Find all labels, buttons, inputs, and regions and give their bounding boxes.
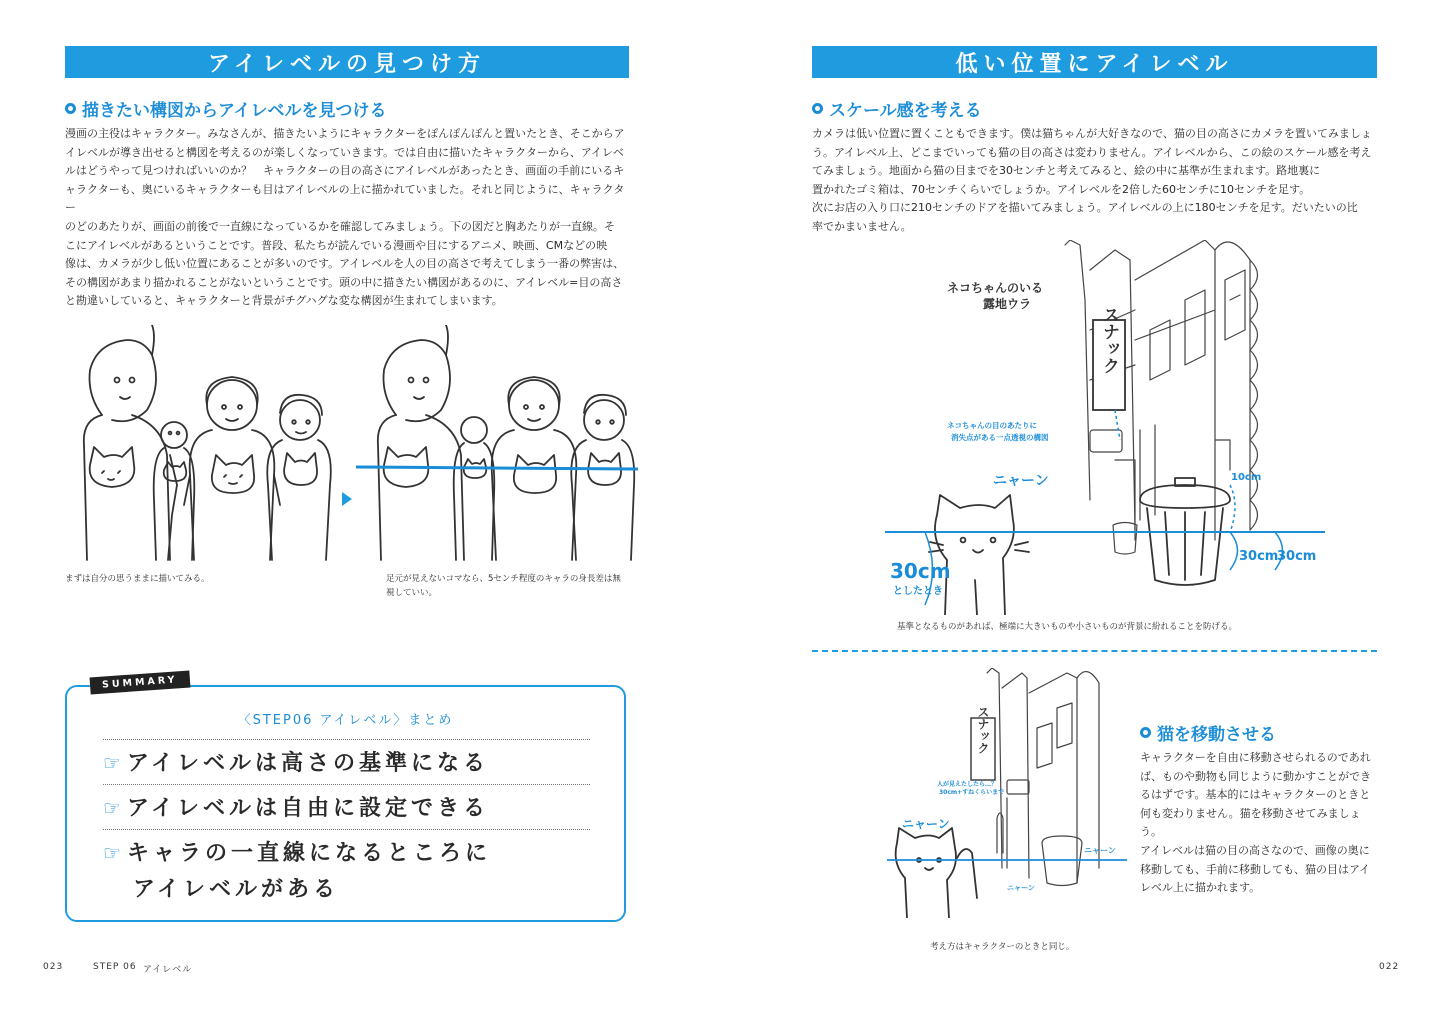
summary-item-text: アイレベルは高さの基準になる bbox=[126, 751, 489, 776]
right-section-title: スケール感を考える bbox=[829, 101, 982, 121]
caption-same: 考え方はキャラクターのときと同じ。 bbox=[930, 942, 1075, 952]
label-30cm-a: 30cm bbox=[1239, 549, 1279, 564]
alley-title-line1: ネコちゃんのいる bbox=[946, 281, 1044, 295]
left-section-heading bbox=[65, 96, 386, 121]
body-line: 何も変わりません。猫を移動させてみましょう。 bbox=[1140, 806, 1361, 839]
summary-subtitle: 〈STEP06 アイレベル〉まとめ bbox=[237, 713, 454, 728]
body-line: う。アイレベル上、どこまでいっても猫の目の高さは変わりません。アイレベルから、この絵のスケール感を考え bbox=[812, 145, 1372, 159]
alley-cat-illustration bbox=[885, 240, 1325, 615]
body-line: 置かれたゴミ箱は、70センチくらいでしょうか。アイレベルを2倍した60センチに10センチを足す。 bbox=[812, 182, 1311, 196]
label-toshitatoki: としたとき bbox=[893, 586, 943, 597]
body-line: ば、ものや動物も同じように動かすことができ bbox=[1140, 769, 1371, 783]
meow-text: ニャーン bbox=[993, 473, 1049, 489]
summary-item bbox=[103, 835, 590, 872]
arrow-right-icon bbox=[340, 490, 354, 508]
summary-tag: SUMMARY bbox=[90, 671, 190, 695]
body-line: キャラクターを自由に移動させられるのであれ bbox=[1140, 751, 1371, 764]
summary-item bbox=[103, 745, 590, 782]
caption-line: 足元が見えないコマなら、5センチ程度のキャラの身長差は無 bbox=[386, 574, 621, 584]
dashed-separator bbox=[812, 650, 1377, 652]
snack-sign-text: スナック bbox=[1099, 306, 1119, 374]
pointing-hand-icon: ☞ bbox=[103, 796, 121, 820]
characters-illustration-after bbox=[356, 325, 638, 565]
meow-tiny: ニャーン bbox=[1007, 884, 1035, 892]
meow-mid: ニャーン bbox=[1084, 846, 1116, 855]
caption-line: 視していい。 bbox=[386, 588, 438, 598]
summary-item-text: キャラの一直線になるところに bbox=[126, 841, 491, 866]
summary-divider bbox=[103, 739, 590, 740]
right-section2-heading bbox=[1140, 720, 1276, 745]
caption-after bbox=[386, 572, 631, 600]
left-banner-title: アイレベルの見つけ方 bbox=[207, 51, 487, 77]
right-body-text bbox=[812, 125, 1378, 237]
body-line: 像は、カメラが少し低い位置にあることが多いのです。アイレベルを人の目の高さで考えてしまう一番の弊害は、 bbox=[65, 257, 625, 271]
body-line: 次にお店の入り口に210センチのドアを描いてみましょう。アイレベルの上に180センチを足す。だいたいの比 bbox=[812, 201, 1358, 215]
left-body-text bbox=[65, 125, 631, 311]
snack-sign-small: スナック bbox=[976, 706, 990, 754]
body-line: アイレベルは猫の目の高さなので、画像の奥に bbox=[1140, 843, 1370, 857]
pointing-hand-icon: ☞ bbox=[103, 841, 121, 865]
left-section-title: 描きたい構図からアイレベルを見つける bbox=[82, 101, 387, 121]
left-page bbox=[0, 0, 722, 1015]
bullet-circle-icon bbox=[65, 103, 76, 114]
body-line: ルはどうやって見つければいいのか？ キャラクターの目の高さにアイレベルがあったとき、画面の手前にいるキ bbox=[65, 164, 625, 178]
body-line: るはずです。基本的にはキャラクターのときと bbox=[1140, 788, 1371, 802]
body-line: レベル上に描かれます。 bbox=[1140, 881, 1261, 895]
body-line: 率でかまいません。 bbox=[812, 219, 912, 233]
page-number: 022 bbox=[1379, 962, 1400, 972]
body-line: 漫画の主役はキャラクター。みなさんが、描きたいようにキャラクターをぽんぽんぽんと置いたとき、そこからア bbox=[65, 127, 625, 140]
right-banner-title: 低い位置にアイレベル bbox=[955, 51, 1234, 77]
body-line: その構図があまり描かれることがないということです。頭の中に描きたい構図があるのに、アイレベル=目の高さ bbox=[65, 275, 623, 289]
body-line: ャラクターも、奥にいるキャラクターも目はアイレベルの上に描かれていました。それと同じように、キャラクター bbox=[65, 182, 625, 215]
small-note-line2: 30cm+すねくらいまで bbox=[939, 789, 1005, 796]
folio-title: アイレベル bbox=[143, 965, 193, 975]
alley-title-line2: 露地ウラ bbox=[982, 297, 1032, 311]
caption-scale: 基準となるものがあれば、極端に大きいものや小さいものが背景に紛れることを防げる。 bbox=[897, 622, 1238, 632]
note-line2: 消失点がある一点透視の構図 bbox=[951, 433, 1049, 442]
right-section2-title: 猫を移動させる bbox=[1157, 725, 1276, 745]
body-line: と勘違いしていると、キャラクターと背景がチグハグな変な構図が生まれてしまいます。 bbox=[65, 294, 503, 308]
summary-divider bbox=[103, 784, 590, 785]
label-30cm-b: 30cm bbox=[1277, 549, 1317, 564]
eye-level-line bbox=[356, 467, 638, 469]
right-section-heading bbox=[812, 96, 982, 121]
characters-illustration-before bbox=[72, 325, 337, 565]
moving-cat-illustration bbox=[877, 668, 1127, 918]
body-line: てみましょう。地面から猫の目までを30センチと考えてみると、絵の中に基準が生まれます。路地裏に bbox=[812, 164, 1321, 178]
label-10cm: 10cm bbox=[1231, 472, 1262, 483]
summary-item-text: アイレベルは自由に設定できる bbox=[126, 796, 489, 821]
small-note-line1: 人が見えたしたら…？ bbox=[937, 781, 998, 788]
right-banner bbox=[812, 46, 1377, 78]
pointing-hand-icon: ☞ bbox=[103, 751, 121, 775]
bullet-circle-icon bbox=[1140, 727, 1151, 738]
bullet-circle-icon bbox=[812, 103, 823, 114]
right-page bbox=[722, 0, 1444, 1015]
left-banner bbox=[65, 46, 629, 78]
body-line: 移動しても、手前に移動しても、猫の目はアイ bbox=[1140, 862, 1371, 876]
summary-divider bbox=[103, 829, 590, 830]
folio-step: STEP 06 bbox=[93, 962, 137, 972]
summary-item bbox=[103, 790, 590, 827]
body-line: こにアイレベルがあるということです。普段、私たちが読んでいる漫画や目にするアニメ、映画、CMなどの映 bbox=[65, 238, 608, 252]
body-line: カメラは低い位置に置くこともできます。僕は猫ちゃんが大好きなので、猫の目の高さにカメラを置いてみましょ bbox=[812, 127, 1372, 140]
label-30cm-big: 30cm bbox=[890, 559, 951, 583]
caption-before: まずは自分の思うままに描いてみる。 bbox=[65, 574, 210, 584]
body-line: イレベルが導き出せると構図を考えるのが楽しくなっていきます。では自由に描いたキャラクターから、アイレベ bbox=[65, 145, 624, 159]
right-section2-text bbox=[1140, 749, 1380, 898]
body-line: のどのあたりが、画面の前後で一直線になっているかを確認してみましょう。下の図だと胸あたりが一直線。そ bbox=[65, 219, 615, 233]
meow-large: ニャーン bbox=[902, 817, 950, 831]
summary-item-continued: アイレベルがある bbox=[133, 877, 340, 902]
note-line1: ネコちゃんの目のあたりに bbox=[947, 421, 1037, 430]
page-number: 023 bbox=[43, 962, 64, 972]
